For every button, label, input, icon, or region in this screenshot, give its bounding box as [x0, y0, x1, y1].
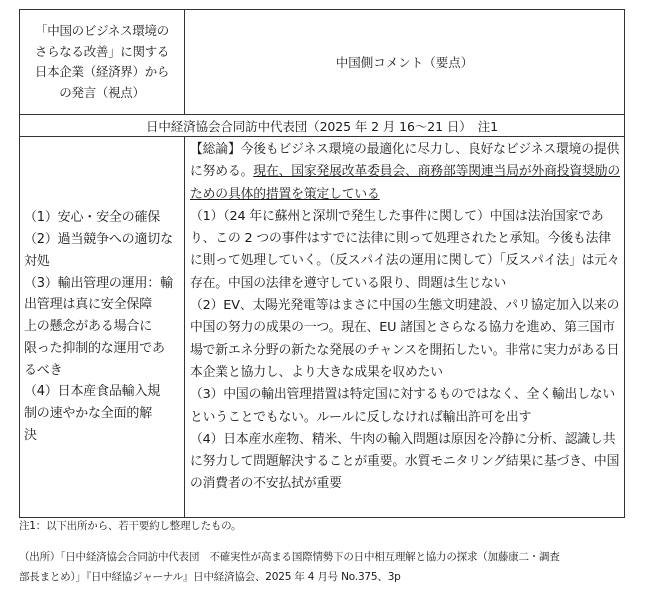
- japan-statements-cell: [20, 137, 185, 518]
- header-china-side: 中国側コメント（要点）: [185, 10, 625, 115]
- footnote-1: 注1：以下出所から、若干要約し整理したもの。: [19, 520, 242, 532]
- content-row: [20, 137, 625, 518]
- comment-item-2: （2）EV、太陽光発電等はまさに中国の生態文明建設、パリ協定加入以来の中国の努力の成果の一つ。現在、EU 諸国とさらなる協力を進め、第三国市場で新エネ分野の新たな発展のチャンスを開拓したい。非常に実力がある日本企業と協力し、より大きな成果を収めたい: [190, 298, 620, 380]
- japan-statement-line: 決: [24, 428, 37, 444]
- japan-statement-line: 限った抑制的な運用であ: [24, 340, 165, 356]
- comment-item-3: （3）中国の輸出管理措置は特定国に対するものではなく、全く輸出しないということでもない。ルールに反しなければ輸出許可を出す: [190, 387, 616, 425]
- source-line: （出所）「日中経済協会合同訪中代表団 不確実性が高まる国際情勢下の日中相互理解と協力の探求（加藤康二・調査: [19, 551, 560, 563]
- japan-statement-line: るべき: [24, 362, 63, 378]
- comment-general-underlined: 現在、国家発展改革委員会、商務部等関連当局が外商投資奨励のための具体的措置を策定している: [190, 164, 621, 202]
- header-left-line: 日本企業（経済界）から: [34, 64, 170, 79]
- delegation-row: [20, 115, 625, 137]
- source-citation: [19, 547, 629, 587]
- comment-item-1: （1）（24 年に蘇州と深圳で発生した事件に関して）中国は法治国家であり、この 2 つの事件はすでに法律に則って処理されたと承知。今後も法律に則って処理していく。（反スパイ法の運用に関して）「反スパイ法」は元々存在。中国の法律を遵守している限り、問題は生じない: [190, 208, 620, 291]
- comparison-table: [19, 9, 625, 518]
- comment-item-4: （4）日本産水産物、精米、牛肉の輸入問題は原因を冷静に分析、認識し共に努力して問題解決することが重要。水質モニタリング結果に基づき、中国の消費者の不安払拭が重要: [190, 431, 620, 492]
- japan-statement-line: 上の懸念がある場合に: [24, 319, 153, 335]
- japan-statement-line: 対処: [24, 253, 50, 269]
- japan-statement-line: 制の速やかな全面的解: [24, 406, 153, 422]
- delegation-title: 日中経済協会合同訪中代表団（2025 年 2 月 16～21 日） 注1: [20, 115, 625, 137]
- header-japan-side: [20, 10, 185, 115]
- header-left-line: さらなる改善」に関する: [34, 43, 170, 59]
- japan-statement-line: 出管理は真に安全保障: [24, 297, 153, 313]
- japan-statement-line: （2）過当競争への適切な: [24, 231, 173, 247]
- header-left-line: 「中国のビジネス環境の: [35, 23, 169, 38]
- china-comments-cell: [185, 137, 625, 518]
- comment-general-text: 【総論】今後もビジネス環境の最適化に尽力し、良好なビジネス環境の提供に努める。: [190, 142, 620, 180]
- japan-statement-line: （4）日本産食品輸入規: [24, 384, 161, 400]
- comment-general: [190, 139, 620, 206]
- japan-statement-line: （1）安心・安全の確保: [24, 210, 161, 226]
- source-line: 部長まとめ）」『日中経協ジャーナル』日中経済協会、2025 年 4 月号 No.375、3p: [19, 571, 401, 583]
- header-left-line: の発言（視点）: [59, 84, 145, 100]
- japan-statement-line: （3）輸出管理の運用：輸: [24, 275, 173, 291]
- header-row: [20, 10, 625, 115]
